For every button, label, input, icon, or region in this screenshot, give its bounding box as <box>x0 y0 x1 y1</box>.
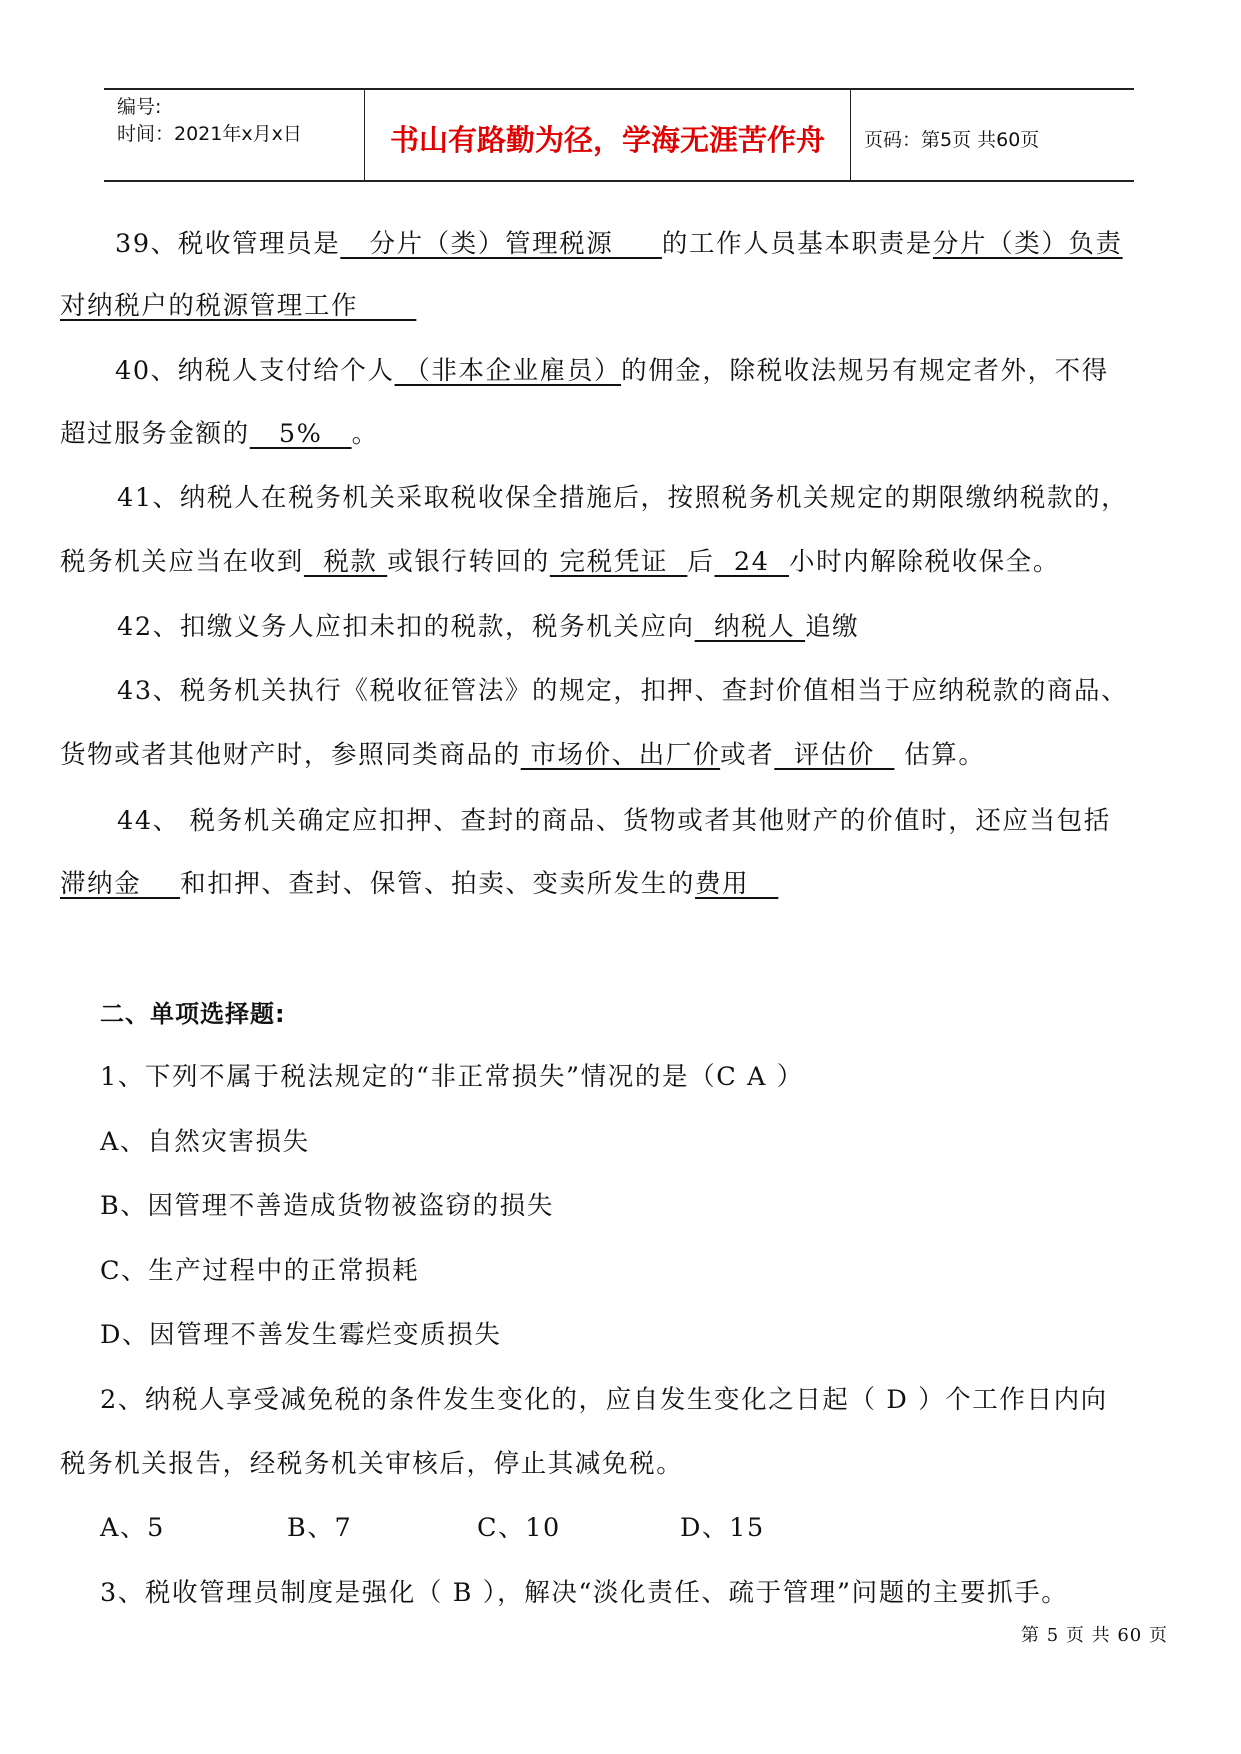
s2-option-c: C、10 <box>477 1513 561 1543</box>
q43-text: 43、税务机关执行《税收征管法》的规定，扣押、查封价值相当于应纳税款的商品、 <box>117 676 1129 706</box>
q39-text: 39、税收管理员是 <box>115 229 341 259</box>
q44-answer-1: 滞纳金 <box>60 869 181 899</box>
q39-answer-2: 分片（类）负责 <box>932 229 1123 259</box>
q41-text-3: 或银行转回的 <box>387 547 550 577</box>
q42-text: 42、扣缴义务人应扣未扣的税款，税务机关应向 <box>117 612 695 642</box>
q40-text-3: 超过服务金额的 <box>60 419 250 449</box>
q40-answer-2: 5% <box>249 419 352 449</box>
q41-text: 41、纳税人在税务机关采取税收保全措施后，按照税务机关规定的期限缴纳税款的， <box>117 483 1129 513</box>
q39-line2 <box>60 290 416 322</box>
header-slogan: 书山有路勤为径，学海无涯苦作舟 <box>390 123 826 157</box>
q43-answer-2: 评估价 <box>774 740 895 770</box>
q40-text-2: 的佣金，除税收法规另有规定者外，不得 <box>621 356 1109 386</box>
q39-line1 <box>115 228 1123 260</box>
s2-option-d: D、15 <box>680 1513 765 1543</box>
q44-line2 <box>60 868 778 900</box>
footer-page-number: 第 5 页 共 60 页 <box>1021 1625 1168 1646</box>
q39-text-2: 的工作人员基本职责是 <box>661 229 933 259</box>
q44-line1 <box>117 805 1111 837</box>
q42-line <box>117 611 859 643</box>
q40-period: 。 <box>351 419 379 449</box>
header-divider-left <box>364 88 365 180</box>
s2-option-a: A、5 <box>100 1513 165 1543</box>
q43-line1 <box>117 675 1128 707</box>
q44-answer-2: 费用 <box>695 869 779 899</box>
header-page-number: 页码：第5页 共60页 <box>864 129 1040 151</box>
q43-line2 <box>60 739 985 771</box>
q41-line2 <box>60 546 1060 578</box>
q43-text-3: 或者 <box>720 740 775 770</box>
q42-text-2: 追缴 <box>805 612 860 642</box>
q41-text-2: 税务机关应当在收到 <box>60 547 304 577</box>
q41-text-4: 后 <box>687 547 715 577</box>
s2-question-line2: 税务机关报告，经税务机关审核后，停止其减免税。 <box>60 1449 684 1479</box>
header-divider-right <box>850 88 851 180</box>
q41-text-5: 小时内解除税收保全。 <box>788 547 1060 577</box>
q41-answer-3: 24 <box>714 547 789 577</box>
q41-answer-2: 完税凭证 <box>549 547 688 577</box>
q43-text-4: 估算。 <box>894 740 986 770</box>
q43-text-2: 货物或者其他财产时，参照同类商品的 <box>60 740 521 770</box>
s1-question: 1、下列不属于税法规定的“非正常损失”情况的是（C A ） <box>100 1062 804 1092</box>
q39-answer-2-cont: 对纳税户的税源管理工作 <box>60 291 417 321</box>
header-number: 编号: <box>117 96 162 118</box>
s1-option-d: D、因管理不善发生霉烂变质损失 <box>100 1320 502 1350</box>
section-heading: 二、单项选择题: <box>100 1000 286 1028</box>
q41-answer-1: 税款 <box>303 547 388 577</box>
q40-answer-1: （非本企业雇员） <box>394 356 622 386</box>
header-time: 时间：2021年x月x日 <box>117 123 302 145</box>
s2-question-line1: 2、纳税人享受减免税的条件发生变化的，应自发生变化之日起（ D ）个工作日内向 <box>100 1385 1108 1415</box>
s1-option-c: C、生产过程中的正常损耗 <box>100 1256 420 1286</box>
s1-option-b: B、因管理不善造成货物被盗窃的损失 <box>100 1191 554 1221</box>
q43-answer-1: 市场价、出厂价 <box>520 740 721 770</box>
s3-question: 3、税收管理员制度是强化（ B ），解决“淡化责任、疏于管理”问题的主要抓手。 <box>100 1578 1069 1608</box>
q40-line2 <box>60 418 379 450</box>
q40-line1 <box>115 355 1109 387</box>
q41-line1 <box>117 482 1128 514</box>
q42-answer: 纳税人 <box>694 612 806 642</box>
header-top-rule <box>104 88 1134 90</box>
q44-text-2: 和扣押、查封、保管、拍卖、变卖所发生的 <box>180 869 696 899</box>
header-bottom-rule <box>104 180 1134 182</box>
s2-option-b: B、7 <box>287 1513 353 1543</box>
q44-text: 44、 税务机关确定应扣押、查封的商品、货物或者其他财产的价值时，还应当包括 <box>117 806 1111 836</box>
q40-text: 40、纳税人支付给个人 <box>115 356 395 386</box>
q39-answer-1: 分片（类）管理税源 <box>340 229 662 259</box>
s1-option-a: A、自然灾害损失 <box>100 1127 310 1157</box>
